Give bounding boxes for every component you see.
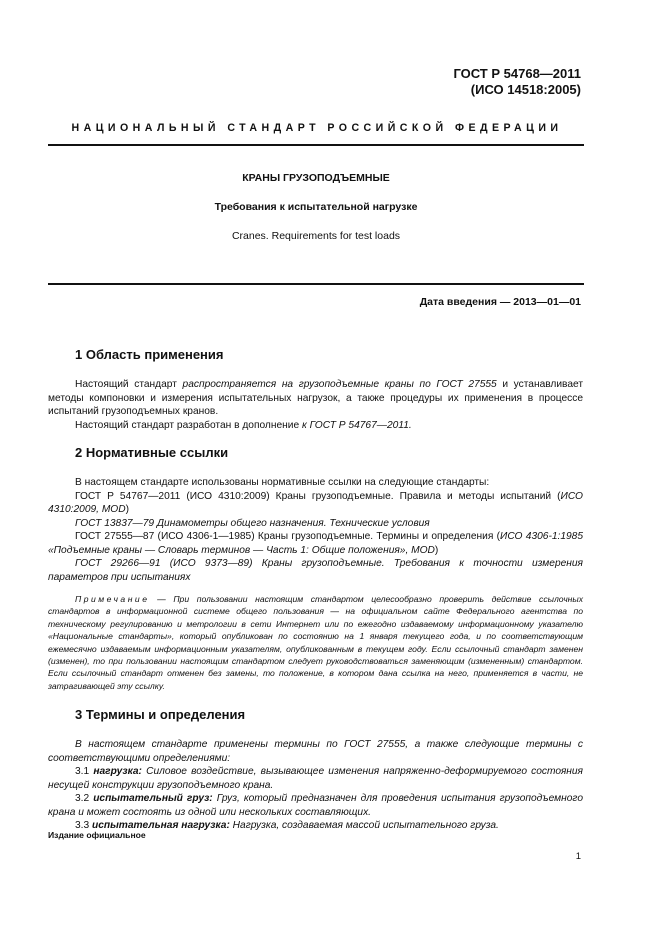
section-2-note: Примечание — При пользовании настоящим стандартом целесообразно проверить действие ссылочных стандартов в информационной системе общего пользования — на официальном сайте Федерального агентства по техническому регулированию и метрологии в сети Интернет или по ежегодно издаваемому информационному указателю «Национальные стандарты», который опубликован по состоянию на 1 января текущего года, и по соответствующим ежемесячно издаваемым информационным указателям, опубликованным в текущем году. Если ссылочный стандарт заменен (изменен), то при пользовании настоящим стандартом следует руководствоваться заменяющим (измененным) стандартом. Если ссылочный стандарт отменен без замены, то положение, в котором дана ссылка на него, применяется в части, не затрагивающей эту ссылку.	[48, 594, 583, 691]
term-definition: 3.3 испытательная нагрузка: Нагрузка, создаваемая массой испытательного груза.	[75, 820, 499, 832]
header-rule	[48, 144, 584, 146]
section-2-heading: 2 Нормативные ссылки	[75, 445, 229, 460]
reference-item: ГОСТ 29266—91 (ИСО 9373—89) Краны грузоподъемные. Требования к точности измерения параметров при испытаниях	[48, 558, 583, 583]
reference-item: ГОСТ Р 54767—2011 (ИСО 4310:2009) Краны грузоподъемные. Правила и методы испытаний (ИСО 4310:2009, MOD)	[48, 490, 583, 515]
document-title: КРАНЫ ГРУЗОПОДЪЕМНЫЕ	[242, 172, 390, 184]
term: нагрузка:	[93, 766, 142, 778]
reference-item: ГОСТ 13837—79 Динамометры общего назначения. Технические условия	[75, 517, 430, 529]
standard-number: ГОСТ Р 54768—2011	[453, 66, 581, 81]
term: испытательный груз:	[93, 793, 213, 805]
term: испытательная нагрузка:	[92, 820, 230, 832]
section-1-paragraph-1: Настоящий стандарт распространяется на грузоподъемные краны по ГОСТ 27555 и устанавливает методы компоновки и измерения испытательных нагрузок, а также процедуры их применения в процессе испытаний грузоподъемных кранов.	[48, 379, 584, 417]
page-number: 1	[575, 851, 581, 862]
term-definition: 3.2 испытательный груз: Груз, который предназначен для проведения испытания грузоподъемного крана и может состоять из одной или нескольких составляющих.	[48, 793, 583, 818]
national-standard-banner: НАЦИОНАЛЬНЫЙ СТАНДАРТ РОССИЙСКОЙ ФЕДЕРАЦИИ	[71, 122, 563, 134]
section-1-heading: 1 Область применения	[75, 347, 224, 362]
reference-item: ГОСТ 27555—87 (ИСО 4306-1—1985) Краны грузоподъемные. Термины и определения (ИСО 4306-1:1985 «Подъемные краны — Словарь терминов — Часть 1: Общие положения», MOD)	[48, 531, 583, 556]
introduction-date: Дата введения — 2013—01—01	[419, 296, 581, 308]
official-edition-label: Издание официальное	[48, 830, 146, 840]
section-2-intro: В настоящем стандарте использованы нормативные ссылки на следующие стандарты:	[75, 477, 490, 488]
document-title-english: Cranes. Requirements for test loads	[231, 230, 401, 242]
section-3-intro: В настоящем стандарте применены термины по ГОСТ 27555, а также следующие термины с соответствующими определениями:	[48, 739, 583, 764]
title-rule	[48, 283, 584, 285]
section-3-heading: 3 Термины и определения	[75, 707, 246, 723]
section-1-paragraph-2: Настоящий стандарт разработан в дополнение к ГОСТ Р 54767—2011.	[75, 419, 412, 431]
iso-number: (ИСО 14518:2005)	[470, 82, 581, 97]
note-label: Примечание	[75, 594, 150, 604]
document-body	[48, 346, 583, 833]
document-subtitle: Требования к испытательной нагрузке	[214, 201, 418, 213]
term-definition: 3.1 нагрузка: Силовое воздействие, вызывающее изменения напряженно-деформируемого состояния несущей конструкции грузоподъемного крана.	[48, 766, 583, 791]
standard-number-block	[453, 66, 581, 98]
